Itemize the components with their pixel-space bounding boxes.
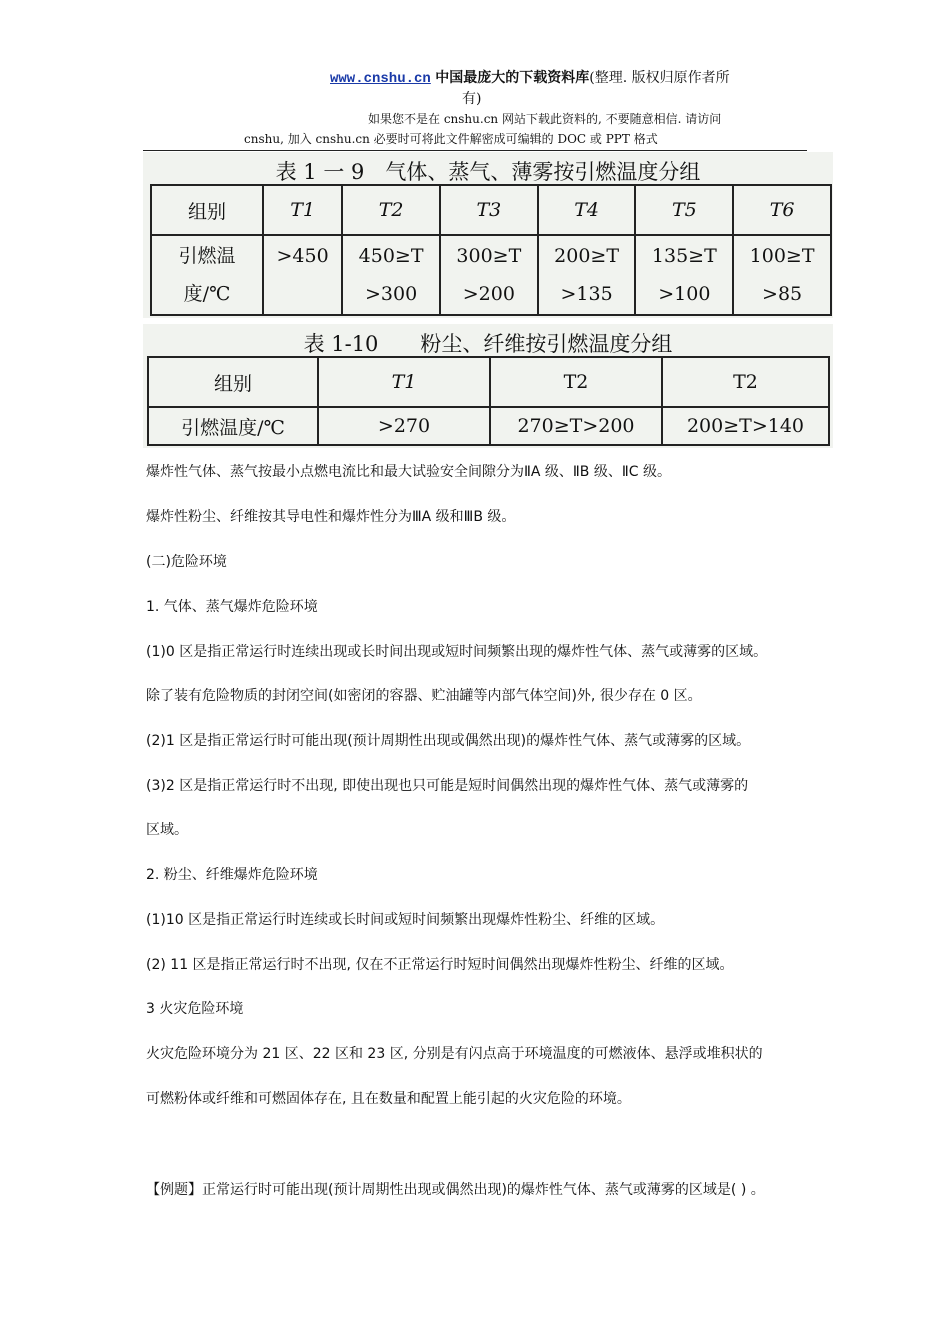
table-row-label bbox=[151, 235, 263, 315]
table-1-9-title: 表 1 一 9 气体、蒸气、薄雾按引燃温度分组 bbox=[275, 160, 701, 184]
section-heading: (二)危险环境 bbox=[146, 554, 227, 570]
header-line-2: 如果您不是在 cnshu.cn 网站下载此资料的, 不要随意相信. 请访问 bbox=[368, 112, 722, 126]
table-1-10-title: 表 1-10 粉尘、纤维按引燃温度分组 bbox=[303, 332, 673, 356]
table-cell bbox=[263, 235, 342, 315]
paragraph: (1)0 区是指正常运行时连续出现或长时间出现或短时间频繁出现的爆炸性气体、蒸气或薄雾的区域。 bbox=[146, 644, 768, 660]
table-cell bbox=[538, 235, 636, 315]
row-label-line: 度/℃ bbox=[183, 283, 231, 305]
cell-value: >100 bbox=[658, 283, 711, 305]
site-title: 中国最庞大的下载资料库 bbox=[435, 70, 590, 86]
header-note: (整理. 版权归原作者所 bbox=[589, 70, 730, 86]
paragraph: 可燃粉体或纤维和可燃固体存在, 且在数量和配置上能引起的火灾危险的环境。 bbox=[146, 1091, 631, 1107]
header-line-3: cnshu, 加入 cnshu.cn 必要时可将此文件解密成可编辑的 DOC 或 PPT 格式 bbox=[244, 132, 658, 146]
table-cell bbox=[733, 235, 831, 315]
table-cell bbox=[342, 235, 440, 315]
site-link[interactable]: www.cnshu.cn bbox=[330, 71, 431, 87]
table-header-cell: T2 bbox=[490, 357, 662, 407]
cell-value: 135≥T bbox=[651, 245, 717, 267]
cell-value: 200≥T bbox=[554, 245, 620, 267]
table-cell: 200≥T>140 bbox=[662, 407, 829, 445]
paragraph: (3)2 区是指正常运行时不出现, 即使出现也只可能是短时间偶然出现的爆炸性气体、蒸气或薄雾的 bbox=[146, 778, 749, 794]
table-header-cell: T1 bbox=[263, 185, 342, 235]
header-divider bbox=[143, 150, 807, 151]
section-heading: 3 火灾危险环境 bbox=[146, 1001, 244, 1017]
table-1-10 bbox=[147, 356, 830, 446]
row-label-line: 引燃温 bbox=[178, 245, 236, 267]
paragraph: 爆炸性气体、蒸气按最小点燃电流比和最大试验安全间隙分为ⅡA 级、ⅡB 级、ⅡC 级。 bbox=[146, 464, 671, 480]
paragraph: (2) 11 区是指正常运行时不出现, 仅在不正常运行时短时间偶然出现爆炸性粉尘、纤维的区域。 bbox=[146, 957, 734, 973]
paragraph: 区域。 bbox=[146, 822, 188, 838]
section-heading: 1. 气体、蒸气爆炸危险环境 bbox=[146, 599, 318, 615]
table-header-cell: T1 bbox=[318, 357, 490, 407]
table-header-cell: T2 bbox=[342, 185, 440, 235]
table-cell bbox=[635, 235, 733, 315]
table-header-cell: T5 bbox=[635, 185, 733, 235]
paragraph: (1)10 区是指正常运行时连续或长时间或短时间频繁出现爆炸性粉尘、纤维的区域。 bbox=[146, 912, 665, 928]
cell-value: >300 bbox=[365, 283, 418, 305]
paragraph: 除了装有危险物质的封闭空间(如密闭的容器、贮油罐等内部气体空间)外, 很少存在 0 区。 bbox=[146, 688, 702, 704]
page-header bbox=[330, 68, 810, 109]
section-heading: 2. 粉尘、纤维爆炸危险环境 bbox=[146, 867, 318, 883]
table-header-cell: T4 bbox=[538, 185, 636, 235]
table-row-label: 引燃温度/℃ bbox=[148, 407, 318, 445]
cell-value: >450 bbox=[276, 245, 329, 267]
table-cell bbox=[440, 235, 538, 315]
table-header-cell: 组别 bbox=[151, 185, 263, 235]
cell-value: >85 bbox=[762, 283, 803, 305]
cell-value: 300≥T bbox=[456, 245, 522, 267]
header-note-suffix: 有) bbox=[462, 91, 482, 107]
cell-value: 450≥T bbox=[358, 245, 424, 267]
table-header-cell: T6 bbox=[733, 185, 831, 235]
cell-value: >200 bbox=[462, 283, 515, 305]
table-cell: 270≥T>200 bbox=[490, 407, 662, 445]
paragraph: 爆炸性粉尘、纤维按其导电性和爆炸性分为ⅢA 级和ⅢB 级。 bbox=[146, 509, 516, 525]
paragraph: 火灾危险环境分为 21 区、22 区和 23 区, 分别是有闪点高于环境温度的可燃液体、悬浮或堆积状的 bbox=[146, 1046, 763, 1062]
table-header-cell: 组别 bbox=[148, 357, 318, 407]
table-header-cell: T2 bbox=[662, 357, 829, 407]
example-question: 【例题】正常运行时可能出现(预计周期性出现或偶然出现)的爆炸性气体、蒸气或薄雾的区域是( ) 。 bbox=[146, 1182, 765, 1198]
paragraph: (2)1 区是指正常运行时可能出现(预计周期性出现或偶然出现)的爆炸性气体、蒸气或薄雾的区域。 bbox=[146, 733, 751, 749]
cell-value: >135 bbox=[560, 283, 613, 305]
table-1-9 bbox=[150, 184, 832, 316]
cell-value: 100≥T bbox=[749, 245, 815, 267]
table-header-cell: T3 bbox=[440, 185, 538, 235]
cell-value bbox=[264, 275, 341, 313]
table-cell: >270 bbox=[318, 407, 490, 445]
